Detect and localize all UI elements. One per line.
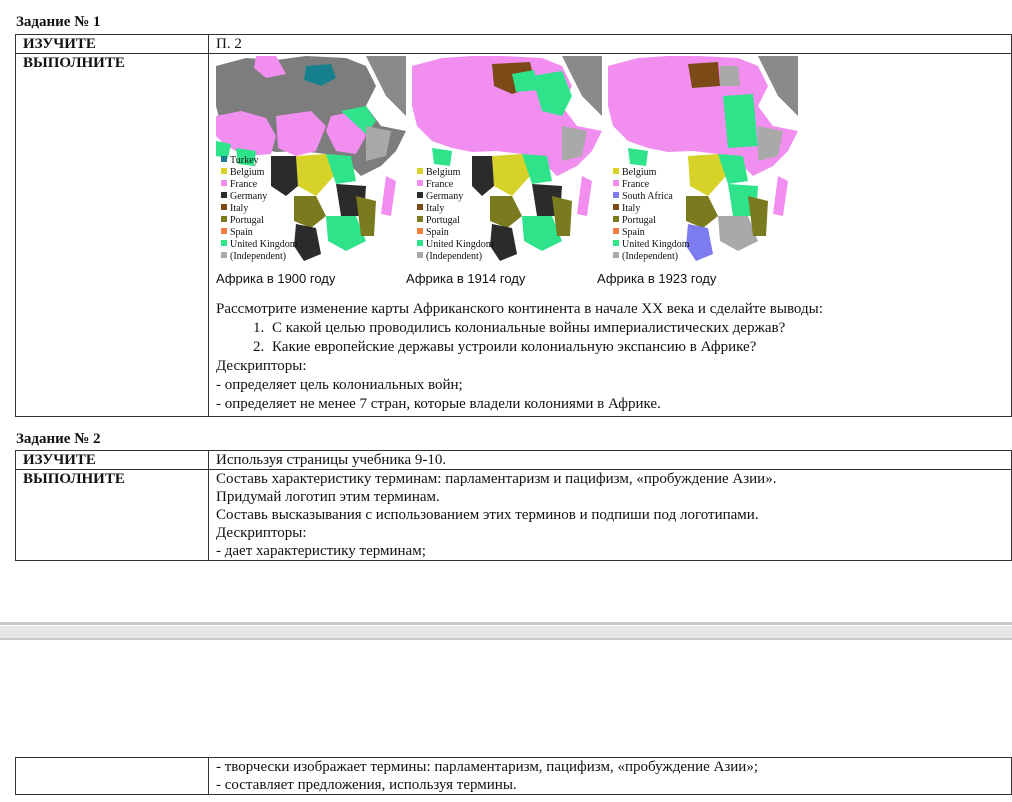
question-item: 1. С какой целью проводились колониальные войны империалистических держав? [268, 319, 1004, 338]
page-break-line [0, 638, 1012, 640]
task1-study-label: ИЗУЧИТЕ [16, 35, 209, 54]
legend-label: France [426, 179, 454, 190]
legend-label: Spain [622, 227, 645, 238]
task2-table-continued [15, 757, 1012, 795]
legend-item [417, 203, 494, 215]
task2-do-label: ВЫПОЛНИТЕ [16, 470, 209, 561]
legend-item [417, 251, 494, 263]
legend-item [613, 203, 690, 215]
legend-label: South Africa [622, 191, 673, 202]
task2-continued-line: - творчески изображает термины: парламентаризм, пацифизм, «пробуждение Азии»; [216, 759, 758, 775]
task1-questions [216, 319, 1004, 357]
task2-do-cell [209, 470, 1012, 561]
task2-line: Составь высказывания с использованием этих терминов и подпиши под логотипами. [216, 507, 759, 523]
legend-item [221, 215, 298, 227]
task2-continued-label [16, 758, 209, 795]
legend-label: Italy [426, 203, 445, 214]
legend-item [613, 167, 690, 179]
task2-line: Придумай логотип этим терминам. [216, 489, 440, 505]
legend-item [221, 251, 298, 263]
legend-label: Belgium [230, 167, 265, 178]
legend-label: Portugal [426, 215, 460, 226]
task2-line: Дескрипторы: [216, 525, 307, 541]
legend-label: France [622, 179, 650, 190]
legend-label: Germany [230, 191, 268, 202]
africa-map-1923 [608, 56, 798, 262]
task2-continued-line: - составляет предложения, используя термины. [216, 777, 517, 793]
legend-label: (Independent) [622, 251, 679, 262]
legend-label: United Kingdom [426, 239, 494, 250]
legend-label: Spain [230, 227, 253, 238]
task1-study-value: П. 2 [209, 35, 1012, 54]
legend-item [417, 167, 494, 179]
legend-label: Portugal [230, 215, 264, 226]
legend-item [417, 239, 494, 251]
legend-item [221, 227, 298, 239]
task1-prompt: Рассмотрите изменение карты Африканского континента в начале XX века и сделайте выводы: [216, 301, 823, 317]
legend-item [221, 167, 298, 179]
task1-title: Задание № 1 [16, 14, 101, 30]
page-break-line [0, 622, 1012, 625]
legend-1923 [613, 167, 690, 263]
legend-item [221, 239, 298, 251]
task1-do-cell [209, 54, 1012, 417]
legend-1900 [221, 155, 298, 263]
legend-label: United Kingdom [622, 239, 690, 250]
map-caption-1900: Африка в 1900 году [216, 271, 336, 286]
legend-item [417, 191, 494, 203]
map-caption-1914: Африка в 1914 году [406, 271, 526, 286]
legend-label: Turkey [230, 155, 259, 166]
africa-map-1914 [412, 56, 602, 262]
legend-label: Italy [230, 203, 249, 214]
legend-item [613, 191, 690, 203]
task1-do-label: ВЫПОЛНИТЕ [16, 54, 209, 417]
legend-label: Spain [426, 227, 449, 238]
task2-study-value: Используя страницы учебника 9-10. [209, 451, 1012, 470]
task1-descriptors-label: Дескрипторы: [216, 358, 307, 374]
task1-table [15, 34, 1012, 417]
legend-label: Italy [622, 203, 641, 214]
legend-item [613, 239, 690, 251]
africa-maps [216, 56, 1004, 288]
task2-study-label: ИЗУЧИТЕ [16, 451, 209, 470]
legend-item [417, 215, 494, 227]
task2-line: - дает характеристику терминам; [216, 543, 426, 559]
task2-line: Составь характеристику терминам: парламентаризм и пацифизм, «пробуждение Азии». [216, 471, 777, 487]
legend-label: (Independent) [426, 251, 483, 262]
legend-item [417, 227, 494, 239]
task1-text [216, 300, 1004, 416]
descriptor-item: - определяет не менее 7 стран, которые владели колониями в Африке. [216, 396, 661, 412]
page-break-gap [0, 626, 1012, 638]
legend-item [221, 155, 298, 167]
descriptor-item: - определяет цель колониальных войн; [216, 377, 463, 393]
legend-label: Belgium [426, 167, 461, 178]
legend-label: Portugal [622, 215, 656, 226]
legend-1914 [417, 167, 494, 263]
task2-table [15, 450, 1012, 561]
question-item: 2. Какие европейские державы устроили колониальную экспансию в Африке? [268, 338, 1004, 357]
legend-label: (Independent) [230, 251, 287, 262]
task2-continued-cell [209, 758, 1012, 795]
legend-item [221, 203, 298, 215]
africa-map-1900 [216, 56, 406, 262]
legend-item [221, 179, 298, 191]
legend-item [613, 227, 690, 239]
legend-label: Belgium [622, 167, 657, 178]
legend-item [417, 179, 494, 191]
legend-label: Germany [426, 191, 464, 202]
legend-label: France [230, 179, 258, 190]
map-caption-1923: Африка в 1923 году [597, 271, 717, 286]
legend-item [613, 179, 690, 191]
legend-item [221, 191, 298, 203]
legend-item [613, 215, 690, 227]
legend-label: United Kingdom [230, 239, 298, 250]
legend-item [613, 251, 690, 263]
task2-title: Задание № 2 [16, 431, 101, 447]
